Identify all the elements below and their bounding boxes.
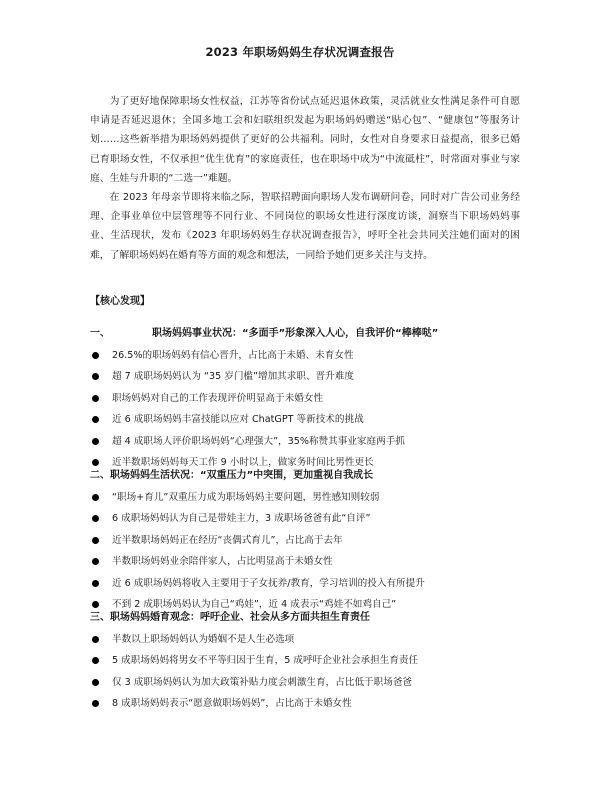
intro-text (90, 92, 520, 265)
document-title: 2023 年职场妈妈生存状况调查报告 (205, 45, 395, 59)
bullet-list (90, 629, 530, 715)
section-number: 二、 (90, 470, 110, 481)
core-findings-label: 【核心发现】 (90, 296, 150, 307)
section-life (90, 468, 530, 615)
list-item: 超 7 成职场妈妈认为 “35 岁门槛”增加其求职、晋升难度 (90, 366, 530, 387)
bullet-icon (92, 601, 99, 608)
section-number: 三、 (90, 612, 110, 623)
list-item: 6 成职场妈妈认为自己是带娃主力，3 成职场爸爸有此“自评” (90, 508, 530, 529)
section-title: 职场妈妈婚育观念：呼吁企业、社会从多方面共担生育责任 (110, 612, 370, 623)
bullet-icon (92, 679, 99, 686)
section-title: 职场妈妈生活状况：“双重压力”中突围，更加重视自我成长 (110, 470, 374, 481)
section-number: 一、 (90, 328, 110, 339)
bullet-icon (92, 373, 99, 380)
list-item: 半数职场妈妈业余陪伴家人，占比明显高于未婚女性 (90, 551, 530, 572)
list-item: 8 成职场妈妈表示“愿意做职场妈妈”，占比高于未婚女性 (90, 693, 530, 714)
list-item: 5 成职场妈妈将男女不平等归因于生育，5 成呼吁企业社会承担生育责任 (90, 650, 530, 671)
section-heading (90, 468, 530, 484)
bullet-icon (92, 657, 99, 664)
list-item: 近半数职场妈妈每天工作 9 小时以上，做家务时间比男性更长 (90, 452, 530, 473)
list-item: 超 4 成职场人评价职场妈妈“心理强大”，35%称赞其事业家庭两手抓 (90, 431, 530, 452)
list-item: “职场+育儿”双重压力成为职场妈妈主要问题，男性感知则较弱 (90, 487, 530, 508)
bullet-icon (92, 537, 99, 544)
bullet-icon (92, 395, 99, 402)
bullet-icon (92, 459, 99, 466)
bullet-icon (92, 636, 99, 643)
intro-paragraph-2: 在 2023 年母亲节即将来临之际，智联招聘面向职场人发布调研问卷，同时对广告公司业务经理、企事业单位中层管理等不同行业、不同岗位的职场女性进行深度访谈，洞察当下职场妈妈事业、生活现状，发布《2023 年职场妈妈生存状况调查报告》，呼吁全社会共同关注她们面对的困难，了解职场妈妈在婚育等方面的观念和想法，一同给予她们更多关注与支持。 (90, 192, 520, 261)
section-heading (90, 326, 530, 342)
bullet-icon (92, 416, 99, 423)
list-item: 26.5%的职场妈妈有信心晋升，占比高于未婚、未育女性 (90, 345, 530, 366)
list-item: 仅 3 成职场妈妈认为加大政策补贴力度会刺激生育，占比低于职场爸爸 (90, 672, 530, 693)
bullet-icon (92, 494, 99, 501)
section-title: 职场妈妈事业状况：“多面手”形象深入人心，自我评价“棒棒哒” (152, 328, 439, 339)
bullet-list (90, 345, 530, 473)
bullet-icon (92, 438, 99, 445)
list-item: 半数以上职场妈妈认为婚姻不是人生必选项 (90, 629, 530, 650)
section-career (90, 326, 530, 473)
bullet-icon (92, 580, 99, 587)
bullet-icon (92, 515, 99, 522)
list-item: 不到 2 成职场妈妈认为自己“鸡娃”，近 4 成表示“鸡娃不如鸡自己” (90, 594, 530, 615)
bullet-icon (92, 558, 99, 565)
section-heading (90, 610, 530, 626)
bullet-icon (92, 700, 99, 707)
intro-paragraph-1: 为了更好地保障职场女性权益，江苏等省份试点延迟退休政策，灵活就业女性满足条件可自愿申请是否延迟退休；全国多地工会和妇联组织发起为职场妈妈赠送“贴心包”、“健康包”等服务计划……这些新举措为职场妈妈提供了更好的公共福利。同时，女性对自身要求日益提高，很多已婚已育职场女性，不仅承担“优生优育”的家庭责任，也在职场中成为“中流砥柱”，时常面对事业与家庭、生娃与升职的“二选一”难题。 (90, 96, 520, 184)
list-item: 近 6 成职场妈妈丰富技能以应对 ChatGPT 等新技术的挑战 (90, 409, 530, 430)
list-item: 近半数职场妈妈正在经历“丧偶式育儿”，占比高于去年 (90, 530, 530, 551)
section-marriage (90, 610, 530, 715)
list-item: 近 6 成职场妈妈将收入主要用于子女抚养/教育，学习培训的投入有所提升 (90, 573, 530, 594)
bullet-list (90, 487, 530, 615)
list-item: 职场妈妈对自己的工作表现评价明显高于未婚女性 (90, 388, 530, 409)
bullet-icon (92, 352, 99, 359)
